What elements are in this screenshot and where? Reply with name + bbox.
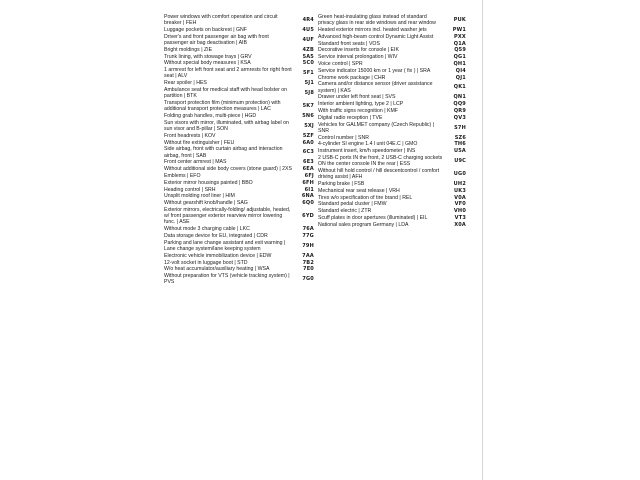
equipment-row bbox=[318, 215, 466, 221]
equipment-description: Mechanical rear seat release | VRH bbox=[318, 187, 400, 194]
equipment-description: Instrument insert, km/h speedometer | INS bbox=[318, 148, 416, 155]
equipment-row bbox=[164, 47, 314, 53]
equipment-row bbox=[318, 115, 466, 121]
equipment-code: VF0 bbox=[454, 201, 466, 208]
equipment-description: Digital radio reception | TVE bbox=[318, 114, 383, 121]
equipment-description: 2 USB-C ports IN the front, 2 USB-C charging sockets ON the center console IN the rear | ESS bbox=[318, 154, 443, 168]
equipment-row bbox=[318, 201, 466, 207]
equipment-code: VT3 bbox=[454, 214, 466, 221]
equipment-row bbox=[164, 273, 314, 285]
equipment-code: QQ9 bbox=[453, 101, 466, 108]
equipment-code: 6A0 bbox=[302, 139, 314, 146]
equipment-row bbox=[164, 253, 314, 259]
equipment-description: Control number | SNR bbox=[318, 134, 369, 141]
equipment-row bbox=[164, 226, 314, 232]
equipment-description: Electronic vehicle immobilization device | EDW bbox=[164, 252, 272, 259]
equipment-code: 5K7 bbox=[302, 103, 314, 110]
equipment-description: Trunk lining, with stowage trays | GRV bbox=[164, 53, 252, 60]
equipment-row bbox=[164, 207, 314, 226]
equipment-row bbox=[318, 195, 466, 201]
equipment-row bbox=[318, 75, 466, 81]
equipment-code: QK1 bbox=[453, 84, 466, 91]
equipment-description: With traffic signs recognition | KMF bbox=[318, 107, 398, 114]
equipment-code: 5F1 bbox=[303, 70, 314, 77]
equipment-row bbox=[318, 41, 466, 47]
equipment-description: Driver's and front passenger air bag with front passenger air bag deactivation | AIB bbox=[164, 33, 269, 46]
equipment-description: Scuff plates in door apertures (illuminated) | EIL bbox=[318, 214, 428, 221]
equipment-row bbox=[164, 180, 314, 186]
equipment-code: U9C bbox=[454, 158, 466, 165]
equipment-description: Front center armrest | MAS bbox=[164, 159, 227, 166]
equipment-description: Standard pedal cluster | FMW bbox=[318, 201, 387, 208]
equipment-code: 6E3 bbox=[303, 159, 314, 166]
equipment-description: Decorative inserts for console | EIK bbox=[318, 47, 399, 54]
equipment-code: 7E0 bbox=[303, 266, 314, 273]
equipment-description: W/o heat accumulator/auxiliary heating | WSA bbox=[164, 266, 270, 273]
equipment-code: U5A bbox=[453, 148, 466, 155]
equipment-row bbox=[318, 61, 466, 67]
equipment-code: TH6 bbox=[454, 141, 466, 148]
equipment-code: 5A5 bbox=[302, 53, 314, 60]
equipment-code: QR9 bbox=[453, 107, 466, 114]
equipment-row bbox=[164, 34, 314, 46]
equipment-row bbox=[164, 187, 314, 193]
equipment-code: 5J8 bbox=[304, 90, 314, 97]
equipment-description: Unsplit molding roof liner | HIM bbox=[164, 193, 235, 200]
equipment-row bbox=[318, 54, 466, 60]
equipment-description: Bright moldings | ZIE bbox=[164, 46, 213, 53]
equipment-code: 4U5 bbox=[302, 27, 314, 33]
equipment-description: Parking brake | FSB bbox=[318, 180, 365, 187]
equipment-description: Without mode 3 charging cable | LKC bbox=[164, 226, 250, 233]
equipment-row bbox=[164, 260, 314, 266]
equipment-row bbox=[318, 68, 466, 74]
equipment-row bbox=[318, 222, 466, 228]
left-equipment-column bbox=[164, 14, 314, 286]
equipment-description: Without fire extinguisher | FEU bbox=[164, 139, 235, 146]
equipment-row bbox=[164, 266, 314, 272]
equipment-code: V0A bbox=[454, 194, 466, 201]
equipment-description: Chrome work package | CHR bbox=[318, 74, 386, 81]
equipment-code: 76A bbox=[302, 226, 314, 233]
equipment-description: Transport protection film (minimum protection) with additional transport protection measures | LAC bbox=[164, 99, 281, 113]
equipment-description: Green heat-insulating glass instead of standard privacy glass in rear side windows and rear window bbox=[318, 14, 436, 27]
equipment-description: National sales program Germany | LDA bbox=[318, 221, 409, 228]
equipment-row bbox=[164, 54, 314, 60]
equipment-row bbox=[318, 181, 466, 187]
equipment-code: 79H bbox=[302, 242, 314, 249]
equipment-code: QH1 bbox=[453, 60, 466, 67]
equipment-description: Luggage pockets on backrest | GNF bbox=[164, 27, 247, 33]
equipment-description: Exterior mirror housings painted | BBO bbox=[164, 179, 253, 186]
equipment-code: 5XJ bbox=[304, 122, 314, 129]
equipment-description: Vehicles for GALMET company (Czech Republic) | SNR bbox=[318, 121, 434, 134]
equipment-code: 77G bbox=[302, 232, 314, 239]
equipment-description: Folding grab handles, multi-piece | HGD bbox=[164, 112, 257, 119]
equipment-row bbox=[318, 208, 466, 214]
equipment-description: Service interval prolongation | WIV bbox=[318, 54, 398, 61]
equipment-code: 6NA bbox=[301, 193, 314, 200]
equipment-description: Advanced high-beam control Dynamic Light Assist bbox=[318, 33, 434, 40]
equipment-row bbox=[164, 193, 314, 199]
equipment-description: Data storage device for EU, integrated | CDR bbox=[164, 232, 268, 239]
equipment-code: 6Q0 bbox=[302, 200, 314, 207]
equipment-description: 1 armrest for left front seat and 2 armrests for right front seat | ALV bbox=[164, 67, 292, 80]
equipment-row bbox=[164, 14, 314, 26]
equipment-row bbox=[318, 135, 466, 141]
equipment-row bbox=[164, 100, 314, 112]
equipment-row bbox=[318, 94, 466, 100]
equipment-row bbox=[164, 200, 314, 206]
equipment-description: Heading control | SRH bbox=[164, 186, 216, 193]
equipment-code: 4R4 bbox=[302, 17, 314, 24]
equipment-description: Side airbag, front with curtain airbag and interaction airbag, front | SAB bbox=[164, 146, 283, 159]
equipment-code: UK3 bbox=[453, 187, 466, 194]
equipment-code: 6FJ bbox=[304, 172, 314, 179]
equipment-code: 7AA bbox=[302, 252, 314, 259]
equipment-description: Without hill hold control / hill descentcontrol / comfort driving assist | AFH bbox=[318, 167, 440, 181]
equipment-description: Exterior mirrors, electrically-folding/ adjustable, heated, w/ front passenger exterior rearview mirror lowering func. | ASE bbox=[164, 206, 291, 226]
equipment-code: QJ1 bbox=[455, 74, 466, 81]
equipment-row bbox=[318, 148, 466, 154]
equipment-description: Drawer under left front seat | SVS bbox=[318, 94, 396, 101]
equipment-row bbox=[318, 27, 466, 33]
equipment-code: QI4 bbox=[455, 67, 466, 74]
equipment-row bbox=[318, 14, 466, 26]
equipment-code: PW1 bbox=[452, 27, 466, 33]
equipment-row bbox=[164, 166, 314, 172]
equipment-code: PUK bbox=[453, 17, 466, 24]
equipment-row bbox=[164, 113, 314, 119]
equipment-description: Front headrests | KOV bbox=[164, 132, 216, 139]
equipment-code: S7H bbox=[454, 124, 466, 131]
equipment-code: QN1 bbox=[453, 94, 466, 101]
equipment-row bbox=[164, 240, 314, 252]
equipment-description: Voice control | SPR bbox=[318, 60, 363, 67]
equipment-code: VH0 bbox=[453, 208, 466, 215]
equipment-description: 12-volt socket in luggage boot | STD bbox=[164, 259, 248, 266]
equipment-row bbox=[318, 101, 466, 107]
equipment-row bbox=[318, 108, 466, 114]
equipment-code: QV3 bbox=[453, 114, 466, 121]
equipment-description: Without special body measures | KSA bbox=[164, 60, 251, 67]
equipment-description: Standard electric | ZTR bbox=[318, 208, 372, 215]
equipment-code: Q59 bbox=[454, 47, 466, 54]
equipment-code: X0A bbox=[454, 221, 466, 228]
equipment-code: 7G0 bbox=[302, 276, 314, 283]
equipment-row bbox=[164, 120, 314, 132]
equipment-row bbox=[164, 60, 314, 66]
equipment-description: Emblems | EFO bbox=[164, 172, 201, 179]
equipment-row bbox=[164, 173, 314, 179]
equipment-row bbox=[164, 87, 314, 99]
equipment-code: 6FH bbox=[302, 179, 314, 186]
equipment-row bbox=[164, 27, 314, 33]
equipment-code: 6EA bbox=[302, 166, 314, 173]
equipment-description: Without preparation for VTS (vehicle tracking system) | PVS bbox=[164, 273, 290, 286]
equipment-row bbox=[318, 155, 466, 167]
right-equipment-column bbox=[318, 14, 466, 229]
equipment-description: Sun visors with mirror, illuminated, with airbag label on sun visor and B-pillar | SON bbox=[164, 119, 289, 132]
equipment-code: 5ZF bbox=[302, 132, 314, 139]
equipment-code: UG0 bbox=[453, 171, 466, 178]
equipment-description: Without gearshift knob/handle | SAG bbox=[164, 200, 248, 207]
equipment-code: 4UF bbox=[302, 36, 314, 43]
equipment-row bbox=[318, 47, 466, 53]
equipment-row bbox=[164, 146, 314, 158]
equipment-code: Q1A bbox=[453, 40, 466, 47]
equipment-code: 7B2 bbox=[302, 259, 314, 266]
equipment-code: SZ6 bbox=[454, 134, 466, 141]
equipment-description: Rear spoiler | HES bbox=[164, 80, 207, 87]
equipment-description: Parking and lane change assistant and exit warning | Lane change system/lane keeping system bbox=[164, 239, 286, 252]
equipment-description: Ambulance seat for medical staff with head bolster on partition | BTK bbox=[164, 86, 288, 100]
equipment-row bbox=[164, 67, 314, 79]
equipment-row bbox=[318, 122, 466, 134]
equipment-code: 5N6 bbox=[302, 112, 314, 119]
page-edge-divider bbox=[482, 0, 483, 480]
equipment-code: QG1 bbox=[453, 54, 466, 61]
equipment-row bbox=[164, 80, 314, 86]
equipment-row bbox=[318, 141, 466, 147]
equipment-code: 5C0 bbox=[302, 60, 314, 67]
equipment-description: Service indicator 15000 km or 1 year ( fix ) | SRA bbox=[318, 67, 431, 74]
equipment-description: Heated exterior mirrors incl. heated washer jets bbox=[318, 27, 427, 33]
equipment-code: UH2 bbox=[453, 180, 466, 187]
equipment-row bbox=[164, 140, 314, 146]
equipment-description: Camera and/or distance sensor (driver assistance system) | KAS bbox=[318, 81, 433, 94]
equipment-description: 4-cylinder SI engine 1.4 l unit 04E.C | GMO bbox=[318, 141, 418, 148]
equipment-row bbox=[164, 159, 314, 165]
equipment-row bbox=[318, 81, 466, 93]
equipment-row bbox=[164, 233, 314, 239]
equipment-code: 4ZB bbox=[302, 46, 314, 53]
equipment-description: Tires w/o specification of tire brand | REL bbox=[318, 194, 413, 201]
equipment-description: Power windows with comfort operation and circuit breaker | FEH bbox=[164, 14, 278, 27]
equipment-row bbox=[318, 34, 466, 40]
equipment-code: 6YD bbox=[302, 213, 314, 220]
equipment-code: 6I1 bbox=[304, 186, 314, 193]
equipment-code: 6C3 bbox=[302, 149, 314, 156]
equipment-description: Standard front seats | VOS bbox=[318, 40, 380, 47]
equipment-code: 5J1 bbox=[304, 80, 314, 87]
equipment-description: Interior ambient lighting, type 2 | LCP bbox=[318, 101, 404, 108]
equipment-row bbox=[164, 133, 314, 139]
equipment-description: Without additional side body covers (stone guard) | 2XS bbox=[164, 166, 292, 173]
equipment-code: PXX bbox=[454, 33, 466, 40]
equipment-row bbox=[318, 188, 466, 194]
equipment-row bbox=[318, 168, 466, 180]
